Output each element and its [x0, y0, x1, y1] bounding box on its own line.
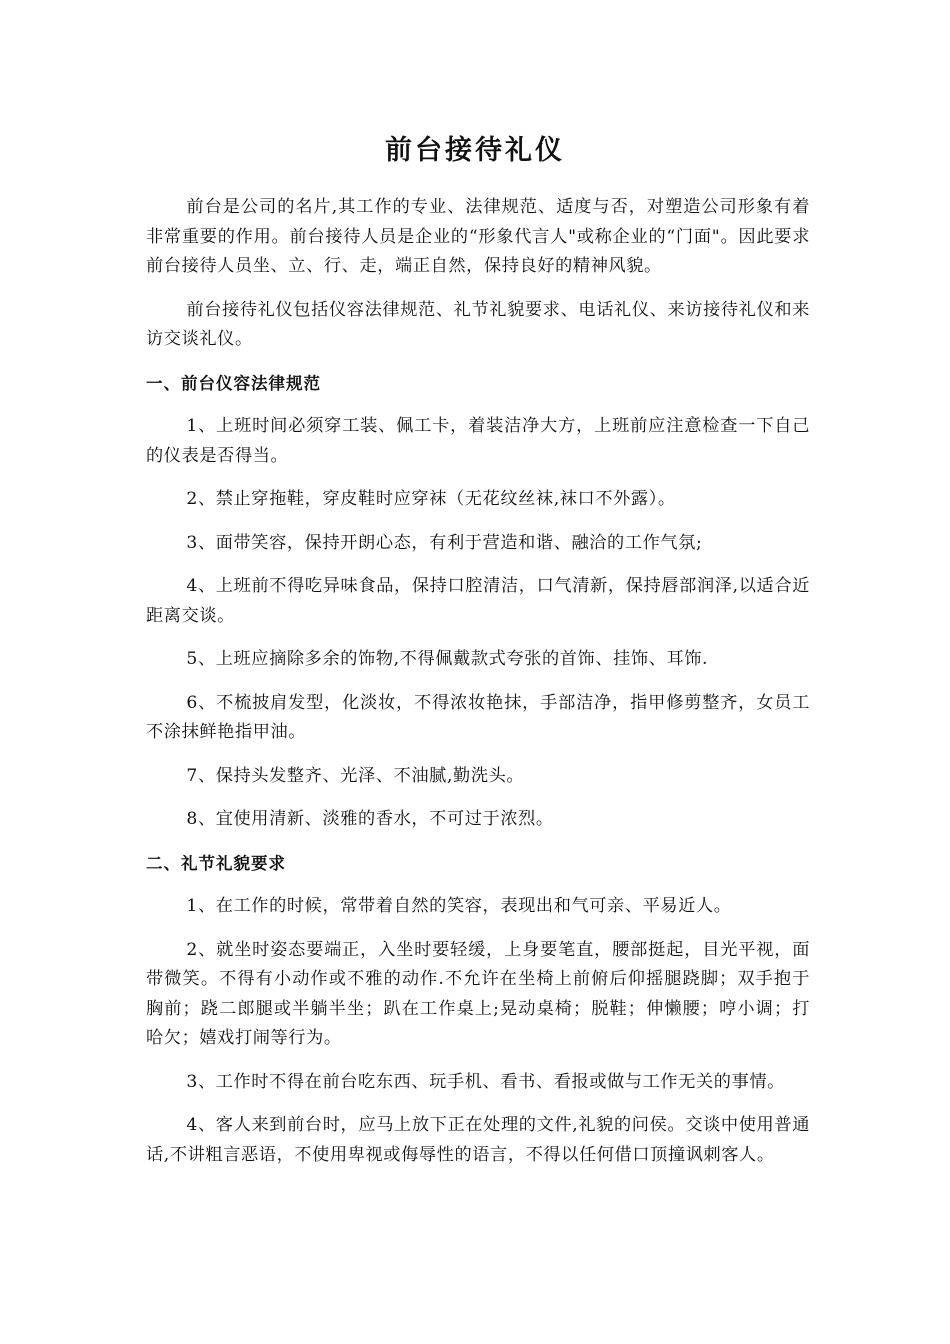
- section-item: 2、禁止穿拖鞋，穿皮鞋时应穿袜（无花纹丝袜,袜口不外露）。: [186, 489, 676, 509]
- document-body: [146, 193, 810, 1184]
- section-heading: 二、礼节礼貌要求: [146, 853, 286, 873]
- section-item: 1、在工作的时候，常带着自然的笑容，表现出和气可亲、平易近人。: [186, 896, 732, 916]
- section-item: 4、客人来到前台时，应马上放下正在处理的文件,礼貌的问侯。交谈中使用普通话,不讲粗言恶语，不使用卑视或侮辱性的语言，不得以任何借口顶撞讽刺客人。: [146, 1115, 810, 1165]
- section-item: 3、工作时不得在前台吃东西、玩手机、看书、看报或做与工作无关的事情。: [186, 1071, 785, 1092]
- section-item: 3、面带笑容，保持开朗心态，有利于营造和谐、融洽的工作气氛;: [186, 532, 703, 553]
- section-item: 4、上班前不得吃异味食品，保持口腔清洁，口气清新，保持唇部润泽,以适合近距离交谈。: [146, 576, 810, 626]
- section-item: 2、就坐时姿态要端正，入坐时要轻缓，上身要笔直，腰部挺起，目光平视，面带微笑。不得有小动作或不雅的动作.不允许在坐椅上前俯后仰摇腿跷脚；双手抱于胸前；跷二郎腿或半躺半坐；趴在工作桌上;晃动桌椅；脱鞋；伸懒腰；哼小调；打哈欠；嬉戏打闹等行为。: [146, 939, 810, 1048]
- intro-paragraph: 前台接待礼仪包括仪容法律规范、礼节礼貌要求、电话礼仪、来访接待礼仪和来访交谈礼仪。: [146, 299, 810, 349]
- section-heading: 一、前台仪容法律规范: [146, 373, 321, 393]
- intro-paragraph: 前台是公司的名片,其工作的专业、法律规范、适度与否，对塑造公司形象有着非常重要的作用。前台接待人员是企业的“形象代言人"或称企业的“门面"。因此要求前台接待人员坐、立、行、走，端正自然，保持良好的精神风貌。: [146, 197, 810, 276]
- section-item: 1、上班时间必须穿工装、佩工卡，着装洁净大方，上班前应注意检查一下自己的仪表是否得当。: [146, 416, 810, 466]
- section-item: 7、保持头发整齐、光泽、不油腻,勤洗头。: [186, 765, 525, 786]
- section-item: 8、宜使用清新、淡雅的香水，不可过于浓烈。: [186, 809, 554, 829]
- section-item: 6、不梳披肩发型，化淡妆，不得浓妆艳抹，手部洁净，指甲修剪整齐，女员工不涂抹鲜艳指甲油。: [146, 692, 810, 742]
- section-item: 5、上班应摘除多余的饰物,不得佩戴款式夸张的首饰、挂饰、耳饰.: [186, 649, 709, 669]
- document-title: 前台接待礼仪: [385, 135, 565, 166]
